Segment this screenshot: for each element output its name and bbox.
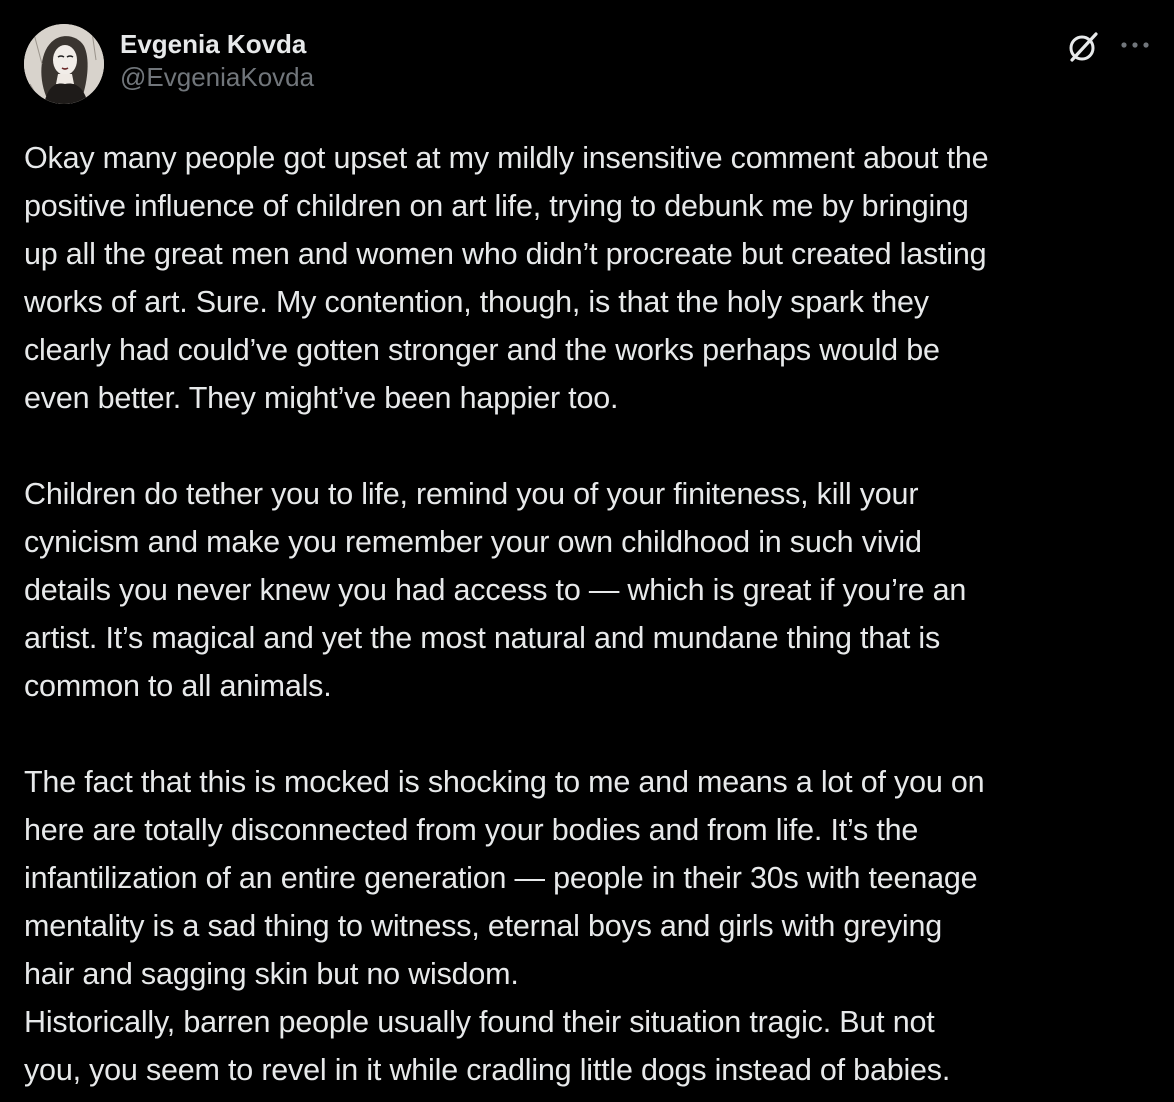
avatar[interactable] [24, 24, 104, 104]
author-names [120, 28, 314, 94]
tweet-text [24, 134, 1164, 1094]
grok-icon[interactable] [1066, 30, 1100, 64]
tweet-paragraph: Children do tether you to life, remind you of your finiteness, kill your cynicism and make you remember your own childhood in such vivid details you never knew you had access to — which is great if you’re an artist. It’s magical and yet the most natural and mundane thing that is common to all animals. [24, 477, 967, 703]
author-display-name[interactable]: Evgenia Kovda [120, 29, 307, 59]
more-icon[interactable] [1118, 32, 1152, 58]
tweet-paragraph: Okay many people got upset at my mildly insensitive comment about the positive influence of children on art life, trying to debunk me by bringing up all the great men and women who didn’t procreate but created lasting works of art. Sure. My contention, though, is that the holy spark they clearly had could’ve gotten stronger and the works perhaps would be even better. They might’ve been happier too. [24, 141, 989, 415]
tweet-header [24, 24, 1154, 104]
avatar-portrait-icon [24, 24, 104, 104]
author-handle[interactable]: @EvgeniaKovda [120, 62, 315, 92]
tweet-paragraph: Historically, barren people usually found their situation tragic. But not you, you seem to revel in it while cradling little dogs instead of babies. [24, 1005, 951, 1087]
tweet-paragraph: The fact that this is mocked is shocking to me and means a lot of you on here are totally disconnected from your bodies and from life. It’s the infantilization of an entire generation — people in their 30s with teenage mentality is a sad thing to witness, eternal boys and girls with greying hair and sagging skin but no wisdom. [24, 765, 985, 991]
